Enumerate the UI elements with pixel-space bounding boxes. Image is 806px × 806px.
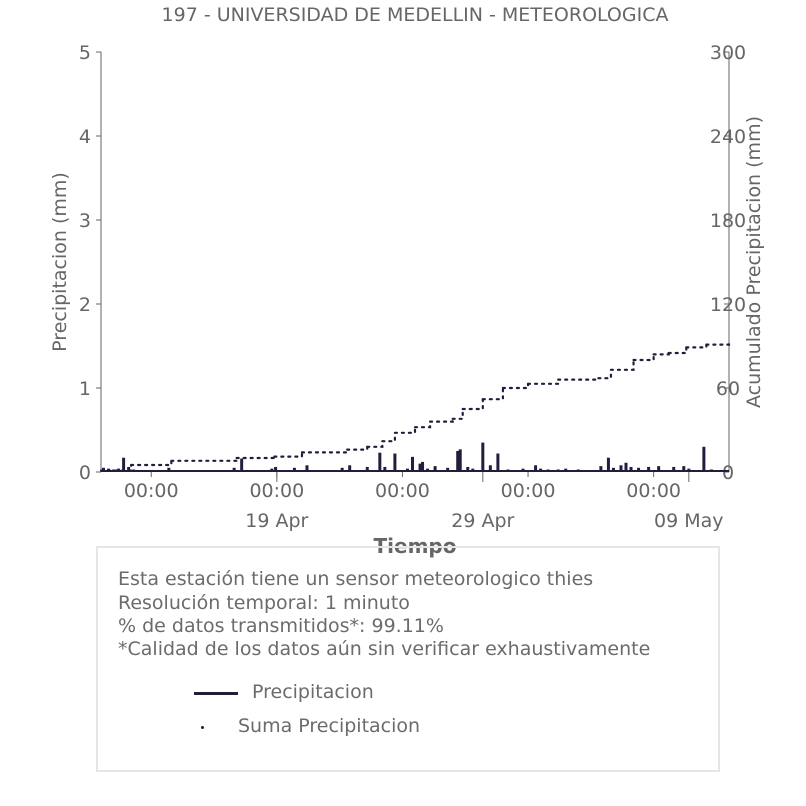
cumulative-segment bbox=[430, 419, 453, 422]
cumulative-segment bbox=[367, 441, 382, 447]
x-axis-label: Tiempo bbox=[373, 534, 457, 558]
info-sensor: Esta estación tiene un sensor meteorologico thies bbox=[118, 568, 594, 590]
y-left-tick-label: 4 bbox=[78, 126, 91, 148]
y-right-tick-label: 180 bbox=[709, 210, 747, 232]
cumulative-segment bbox=[558, 378, 598, 379]
x-major-tick-label: 09 May bbox=[654, 510, 724, 532]
y-right-tick-label: 60 bbox=[715, 378, 741, 400]
cumulative-segment bbox=[131, 461, 171, 465]
y-left-tick-label: 5 bbox=[78, 42, 91, 64]
cumulative-segment bbox=[686, 345, 706, 348]
y-left-tick-label: 3 bbox=[78, 210, 91, 232]
y-right-tick-label: 0 bbox=[721, 462, 735, 484]
y-right-tick-label: 240 bbox=[709, 126, 747, 148]
x-minor-tick-label: 00:00 bbox=[626, 480, 682, 502]
y-left-tick-label: 1 bbox=[78, 378, 91, 400]
x-minor-tick-label: 00:00 bbox=[375, 480, 430, 502]
x-major-tick-label: 19 Apr bbox=[245, 510, 309, 532]
cumulative-segment bbox=[237, 457, 275, 458]
cumulative-segment bbox=[598, 370, 611, 378]
cumulative-segment bbox=[483, 388, 503, 399]
cumulative-segment bbox=[347, 447, 367, 450]
cumulative-segment bbox=[302, 450, 347, 453]
cumulative-segment bbox=[171, 458, 236, 461]
y-left-tick-label: 2 bbox=[78, 294, 91, 316]
y-axis-right-label: Acumulado Precipitacion (mm) bbox=[743, 116, 765, 408]
x-minor-tick-label: 00:00 bbox=[249, 480, 305, 502]
cumulative-segment bbox=[654, 353, 669, 354]
cumulative-segment bbox=[611, 360, 634, 370]
info-quality-note: *Calidad de los datos aún sin verificar exhaustivamente bbox=[118, 638, 651, 660]
chart-title: 197 - UNIVERSIDAD DE MEDELLIN - METEOROLOGICA bbox=[161, 4, 669, 26]
info-box bbox=[96, 546, 720, 772]
info-resolution: Resolución temporal: 1 minuto bbox=[118, 592, 410, 614]
cumulative-segment bbox=[415, 422, 430, 428]
cumulative-segment bbox=[634, 354, 654, 360]
legend-dot-swatch bbox=[201, 726, 204, 729]
x-minor-tick-label: 00:00 bbox=[123, 480, 179, 502]
x-minor-tick-label: 00:00 bbox=[500, 480, 556, 502]
cumulative-segment bbox=[669, 347, 687, 353]
y-left-tick-label: 0 bbox=[78, 462, 91, 484]
cumulative-segment bbox=[101, 465, 131, 471]
x-major-tick-label: 29 Apr bbox=[451, 510, 515, 532]
legend-item-precipitacion: Precipitacion bbox=[252, 681, 374, 703]
y-right-tick-label: 120 bbox=[709, 294, 747, 316]
cumulative-segment bbox=[503, 384, 528, 388]
legend-line-swatch bbox=[194, 692, 238, 695]
cumulative-segment bbox=[453, 409, 463, 419]
cumulative-segment bbox=[274, 452, 302, 456]
y-right-tick-label: 300 bbox=[709, 42, 747, 64]
info-transmitted: % de datos transmitidos*: 99.11% bbox=[118, 615, 444, 637]
cumulative-segment bbox=[395, 427, 415, 433]
cumulative-segment bbox=[528, 380, 558, 384]
y-axis-left-label: Precipitacion (mm) bbox=[49, 172, 71, 352]
cumulative-segment bbox=[382, 433, 395, 441]
cumulative-segment bbox=[463, 399, 483, 409]
cumulative-segment bbox=[706, 343, 729, 344]
legend-item-suma-precipitacion: Suma Precipitacion bbox=[238, 715, 421, 737]
